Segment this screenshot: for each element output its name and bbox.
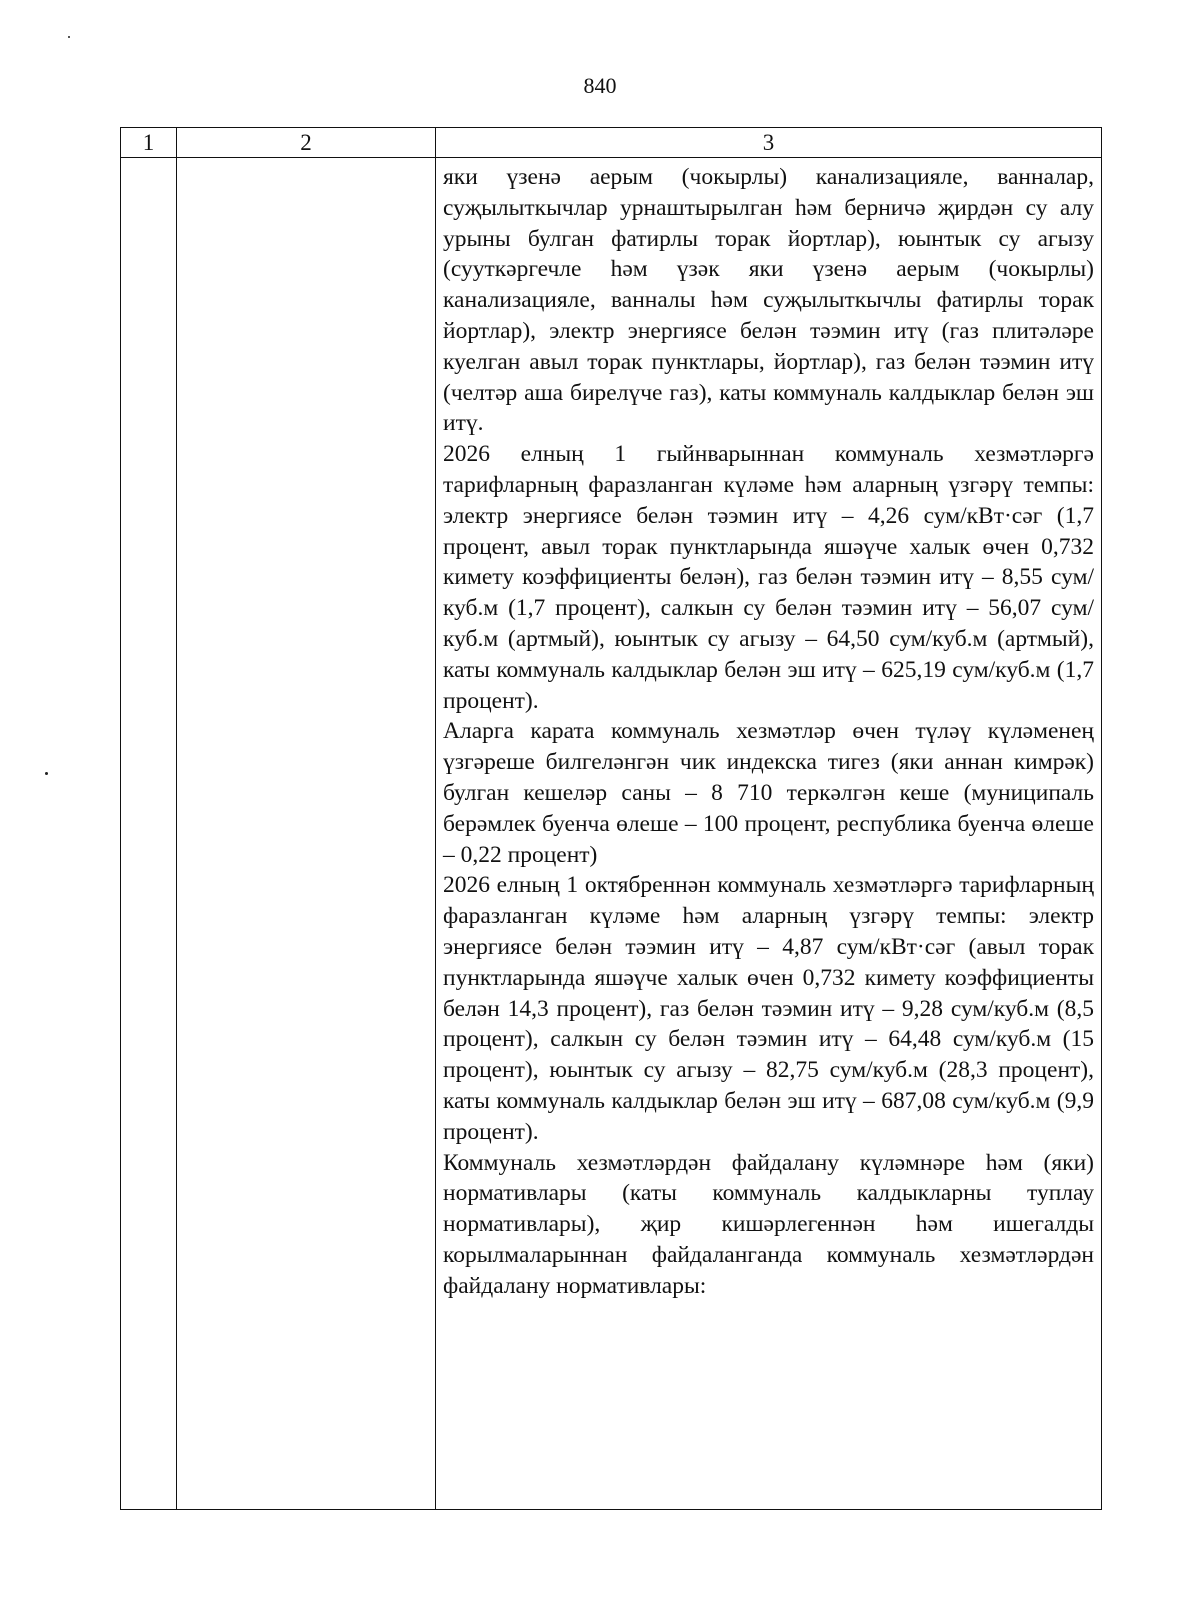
- paragraph-utility-services: яки үзенә аерым (чокырлы) канализацияле, ванналар, суҗылыткычлар урнаштырылган һәм берничә җирдән су алу урыны булган фатирлы торак йортлар), юынтык су агызу (сууткәргечле һәм үзәк яки үзенә аерым (чокырлы) канализацияле, ванналы һәм суҗылыткычлы фатирлы торак йортлар), электр энергиясе белән тәэмин итү (газ плитәләре куелган авыл торак пунктлары, йортлар), газ белән тәэмин итү (челтәр аша бирелүче газ), каты коммуналь калдыклар белән эш итү.: [443, 164, 1094, 437]
- column-3-text: [436, 158, 1101, 1301]
- document-table: [120, 127, 1102, 1510]
- cell-column-1: [121, 158, 177, 1510]
- table-row: [121, 158, 1102, 1510]
- scan-artifact-mark: [68, 36, 70, 38]
- paragraph-tariffs-october-2026: 2026 елның 1 октябреннән коммуналь хезмәтләргә тарифларның фаразланган күләме һәм аларның үзгәрү темпы: электр энергиясе белән тәэмин итү – 4,87 сум/кВт·сәг (авыл торак пунктларында яшәүче халык өчен 0,732 кимету коэффициенты белән 14,3 процент), газ белән тәэмин итү – 9,28 сум/куб.м (8,5 процент), салкын су белән тәэмин итү – 64,48 сум/куб.м (15 процент), юынтык су агызу – 82,75 сум/куб.м (28,3 процент), каты коммуналь калдыклар белән эш итү – 687,08 сум/куб.м (9,9 процент).: [443, 872, 1094, 1145]
- paragraph-consumption-norms: Коммуналь хезмәтләрдән файдалану күләмнәре һәм (яки) нормативлары (каты коммуналь калдыкларны туплау нормативлары), җир кишәрлегеннән һәм ишегалды корылмаларыннан файдаланганда коммуналь хезмәтләрдән файдалану нормативлары:: [443, 1149, 1094, 1299]
- paragraph-tariffs-january-2026: 2026 елның 1 гыйнварыннан коммуналь хезмәтләргә тарифларның фаразланган күләме һәм аларның үзгәрү темпы: электр энергиясе белән тәэмин итү – 4,26 сум/кВт·сәг (1,7 процент, авыл торак пунктларында яшәүче халык өчен 0,732 кимету коэффициенты белән), газ белән тәэмин итү – 8,55 сум/куб.м (1,7 процент), салкын су белән тәэмин итү – 56,07 сум/куб.м (артмый), юынтык су агызу – 64,50 сум/куб.м (артмый), каты коммуналь калдыклар белән эш итү – 625,19 сум/куб.м (1,7 процент).: [443, 441, 1094, 714]
- header-column-2: 2: [177, 128, 436, 158]
- table-header-row: [121, 128, 1102, 158]
- cell-column-3: [436, 158, 1102, 1510]
- header-column-3: 3: [436, 128, 1102, 158]
- paragraph-population-count: Аларга карата коммуналь хезмәтләр өчен түләү күләменең үзгәреше билгеләнгән чик индекска тигез (яки аннан кимрәк) булган кешеләр саны – 8 710 теркәлгән кеше (муниципаль берәмлек буенча өлеше – 100 процент, республика буенча өлеше – 0,22 процент): [443, 718, 1094, 868]
- scan-artifact-dot: [45, 772, 48, 775]
- header-column-1: 1: [121, 128, 177, 158]
- page-number: 840: [583, 73, 617, 98]
- cell-column-2: [177, 158, 436, 1510]
